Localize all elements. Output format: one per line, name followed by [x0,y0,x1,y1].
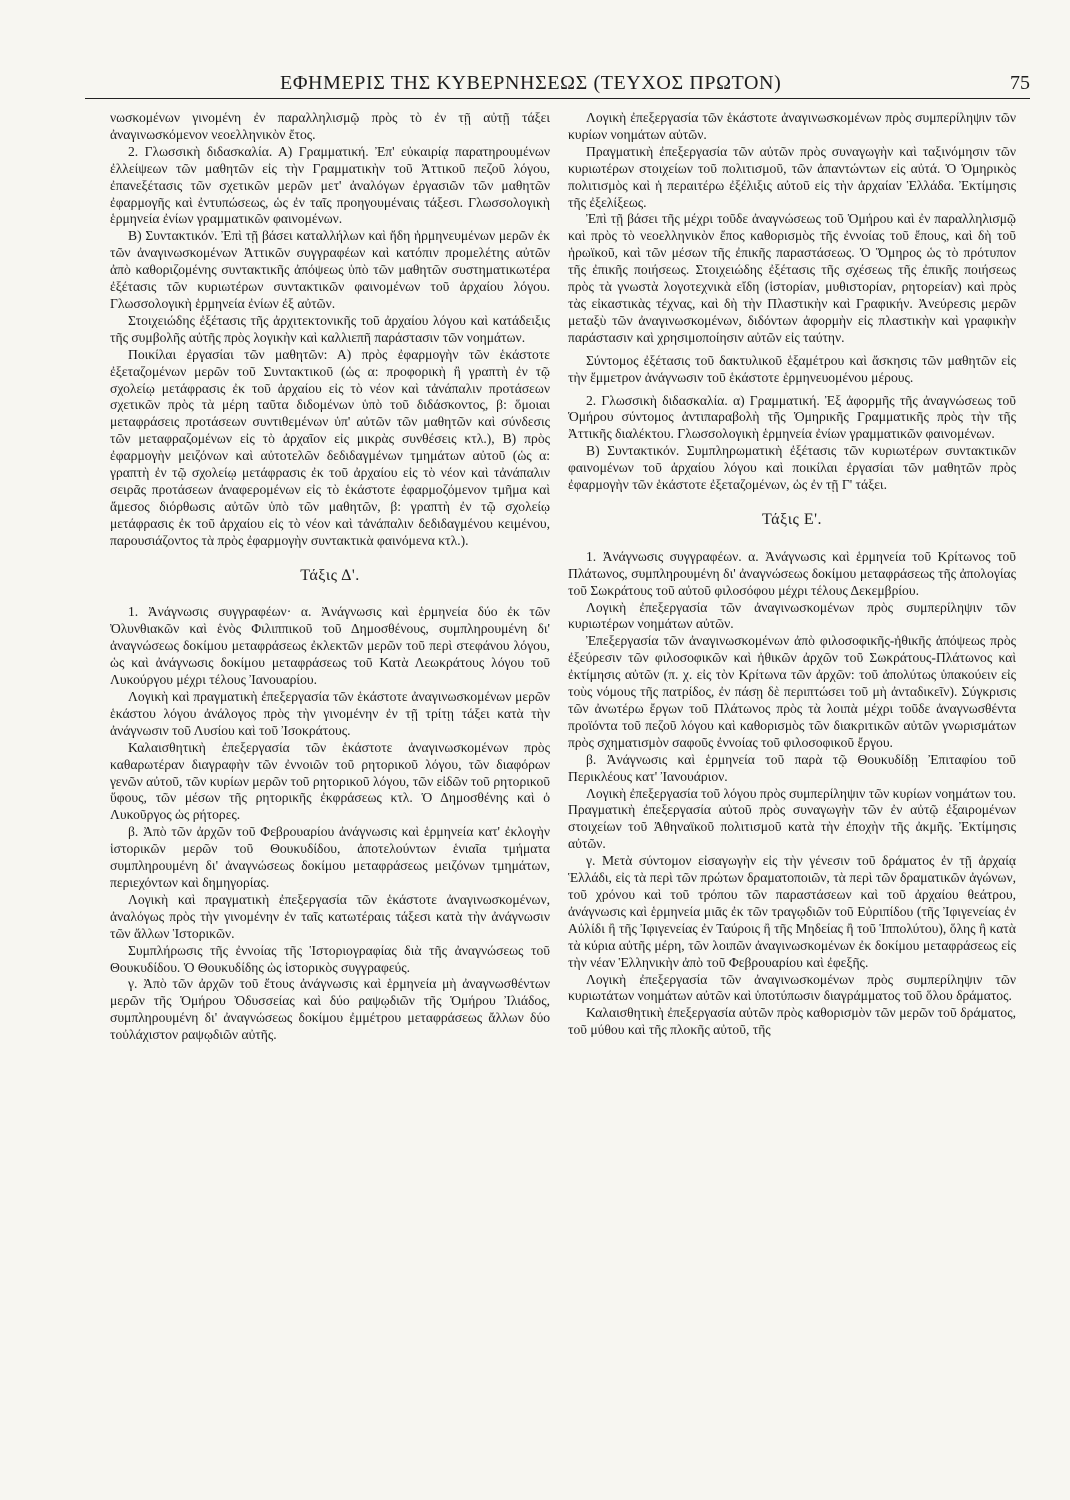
paragraph: Συμπλήρωσις τῆς ἐννοίας τῆς Ἱστοριογραφίας διὰ τῆς ἀναγνώσεως τοῦ Θουκυδίδου. Ὁ Θουκυδίδης ὡς ἱστορικὸς συγγραφεύς. [110,942,550,975]
paragraph: Στοιχειώδης ἐξέτασις τῆς ἀρχιτεκτονικῆς τοῦ ἀρχαίου λόγου καὶ κατάδειξις τῆς συμβολῆς αὐτῆς πρὸς λογικὴν καὶ καλλιεπῆ παράστασιν τῶν νοημάτων. [110,312,550,345]
page-number: 75 [1010,72,1030,94]
paragraph: Ποικίλαι ἐργασίαι τῶν μαθητῶν: Α) πρὸς ἐφαρμογὴν τῶν ἑκάστοτε ἐξεταζομένων μερῶν τοῦ Συντακτικοῦ (ὡς α: προφορικὴ ἢ γραπτὴ ἐν τῷ σχολείῳ μετάφρασις ἐκ τοῦ ἀρχαίου εἰς τὸ νέον καὶ τἀνάπαλιν προτάσεων σχετικῶν πρὸς τὰ μέρη ταῦτα διδομένων ὑπὸ τοῦ διδάσκοντος, β: ὅμοιαι μεταφράσεις προτάσεων συντιθεμένων ὑπ' αὐτῶν τῶν μαθητῶν καὶ σύνδεσις τῶν μεταφραζομένων εἰς τὸ ἀρχαῖον εἰς μικρὰς συνθέσεις κτλ.), Β) πρὸς ἐφαρμογὴν μειζόνων καὶ αὐτοτελῶν δεδιδαγμένων τμημάτων αὐτοῦ (ὡς α: γραπτὴ ἐν τῷ σχολείῳ μετάφρασις ἐκ τοῦ ἀρχαίου εἰς τὸ νέον καὶ τἀνάπαλιν σειρᾶς προτάσεων ἀναφερομένων εἰς τὸ ἑκάστοτε ἐφαρμοζόμενον τμῆμα καὶ ἄμεσος διόρθωσις αὐτῶν ὑπὸ τῶν μαθητῶν, β: γραπτὴ ἐν τῷ σχολείῳ μετάφρασις ἐκ τοῦ ἀρχαίου εἰς τὸ νέον καὶ τἀνάπαλιν δεδιδαγμένου κειμένου, παρουσιάζοντος τὰ πρὸς ἐφαρμογὴν συντακτικὰ φαινόμενα κτλ.). [110,346,550,548]
paragraph: νωσκομένων γινομένη ἐν παραλληλισμῷ πρὸς τὸ ἐν τῇ αὐτῇ τάξει ἀναγινωσκόμενον νεοελληνικὸν ἔτος. [110,110,550,142]
paragraph: Καλαισθητικὴ ἐπεξεργασία αὐτῶν πρὸς καθορισμὸν τῶν μερῶν τοῦ δράματος, τοῦ μύθου καὶ τῆς πλοκῆς αὐτοῦ, τῆς [568,1005,1016,1038]
paragraph: 2. Γλωσσικὴ διδασκαλία. Α) Γραμματική. Ἐπ' εὐκαιρίᾳ παρατηρουμένων ἐλλείψεων τῶν μαθητῶν εἰς τὴν Γραμματικὴν τοῦ Ἀττικοῦ πεζοῦ λόγου, ἐπανεξέτασις τῶν σχετικῶν μερῶν μετ' ἀναλόγων ἐργασιῶν τῶν μαθητῶν ἐφαρμογῆς καὶ ἐντυπώσεως, ὡς ἐν ταῖς προηγουμέναις τάξεσι. Γλωσσολογικὴ ἑρμηνεία ἐνίων γραμματικῶν φαινομένων. [110,143,550,227]
left-column [110,110,550,1044]
paragraph: Ἐπὶ τῇ βάσει τῆς μέχρι τοῦδε ἀναγνώσεως τοῦ Ὁμήρου καὶ ἐν παραλληλισμῷ καὶ πρὸς τὸ νεοελληνικὸν ἔπος καθορισμὸς τῆς ἐννοίας τοῦ ἔπους, καὶ δὴ τοῦ ἡρωϊκοῦ, καὶ τῶν μέσων τῆς ἐπικῆς παραστάσεως. Ὁ Ὅμηρος ὡς τὸ πρότυπον τῆς ἐπικῆς ποιήσεως. Στοιχειώδης ἐξέτασις τῆς σχέσεως τῆς ἐπικῆς ποιήσεως πρὸς τὰ γνωστὰ λογοτεχνικὰ εἴδη (ἱστορίαν, μυθιστορίαν, ρητορείαν) καὶ πρὸς τὰς εἰκαστικὰς τέχνας, καὶ δὴ τὴν Πλαστικὴν καὶ Γραφικήν. Ἀνεύρεσις μερῶν μεταξὺ τῶν ἀναγινωσκομένων, διδόντων ἀφορμὴν εἰς πλαστικὴν καὶ γραφικὴν παράστασιν καὶ χρησιμοποίησιν αὐτῶν εἰς ταύτην. [568,211,1016,345]
section-heading-class-d: Τάξις Δ'. [300,566,360,584]
paragraph: Πραγματικὴ ἐπεξεργασία τῶν αὐτῶν πρὸς συναγωγὴν καὶ ταξινόμησιν τῶν κυριωτέρων στοιχείων τοῦ πολιτισμοῦ, τῶν ἀπαντώντων εἰς αὐτά. Ὁ Ὁμηρικὸς πολιτισμὸς καὶ ἡ περαιτέρω ἐξέλιξις αὐτοῦ εἰς τὴν ἀρχαίαν Ἑλλάδα. Ἐκτίμησις τῆς ἐξελίξεως. [568,143,1016,210]
right-column [568,110,1016,1039]
paragraph: 1. Ἀνάγνωσις συγγραφέων. α. Ἀνάγνωσις καὶ ἑρμηνεία τοῦ Κρίτωνος τοῦ Πλάτωνος, συμπληρουμένη δι' ἀναγνώσεως δοκίμου μεταφράσεως τῆς ἀπολογίας τοῦ Σωκράτους τοῦ αὐτοῦ φιλοσόφου μέχρι τέλους Δεκεμβρίου. [568,548,1016,598]
paragraph: Λογικὴ ἐπεξεργασία τῶν ἀναγινωσκομένων πρὸς συμπερίληψιν τῶν κυριωτάτων νοημάτων αὐτῶν καὶ ὑποτύπωσιν διαγράμματος τοῦ ὅλου δράματος. [568,971,1016,1004]
paragraph: Λογικὴ ἐπεξεργασία τοῦ λόγου πρὸς συμπερίληψιν τῶν κυρίων νοημάτων του. Πραγματικὴ ἐπεξεργασία αὐτοῦ πρὸς συναγωγὴν τῶν ἐν αὐτῷ ἐξαιρομένων στοιχείων τοῦ Ἀθηναϊκοῦ πολιτισμοῦ κατὰ τὴν ἐποχὴν τῆς ἀκμῆς. Ἐκτίμησις αὐτῶν. [568,785,1017,852]
paragraph: Β) Συντακτικόν. Συμπληρωματικὴ ἐξέτασις τῶν κυριωτέρων συντακτικῶν φαινομένων τοῦ ἀρχαίου λόγου καὶ ποικίλαι ἐργασίαι τῶν μαθητῶν πρὸς ἐφαρμογὴν τῶν ἑκάστοτε ἐξεταζομένων, ὡς ἐν τῇ Γ' τάξει. [568,443,1016,493]
paragraph: Σύντομος ἐξέτασις τοῦ δακτυλικοῦ ἑξαμέτρου καὶ ἄσκησις τῶν μαθητῶν εἰς τὴν ἔμμετρον ἀνάγνωσιν τοῦ ἑκάστοτε ἑρμηνευομένου μέρους. [568,352,1016,385]
gazette-title: ΕΦΗΜΕΡΙΣ ΤΗΣ ΚΥΒΕΡΝΗΣΕΩΣ (ΤΕΥΧΟΣ ΠΡΩΤΟΝ) [280,72,782,94]
paragraph: Λογικὴ καὶ πραγματικὴ ἐπεξεργασία τῶν ἑκάστοτε ἀναγινωσκομένων, ἀναλόγως πρὸς τὴν γινομένην ἐν ταῖς κατωτέραις τάξεσι κατὰ τὴν ἀνάγνωσιν τῶν ἄλλων Ἱστορικῶν. [110,891,550,941]
paragraph: β. Ἀνάγνωσις καὶ ἑρμηνεία τοῦ παρὰ τῷ Θουκυδίδῃ Ἐπιταφίου τοῦ Περικλέους κατ' Ἰανουάριον. [568,751,1016,784]
section-heading-class-e: Τάξις Ε'. [762,510,822,528]
paragraph: Β) Συντακτικόν. Ἐπὶ τῇ βάσει καταλλήλων καὶ ἤδη ἡρμηνευμένων μερῶν ἐκ τῶν ἀναγινωσκομένων Ἀττικῶν συγγραφέων καὶ κατόπιν προμελέτης αὐτῶν ἀπὸ καθοριζομένης συντακτικῆς ἀπόψεως ὑπὸ τῶν μαθητῶν συστηματικωτέρα ἐξέτασις τῶν κυριωτέρων συντακτικῶν φαινομένων τοῦ ἀρχαίου λόγου. Γλωσσολογικὴ ἑρμηνεία ἐνίων ἐξ αὐτῶν. [110,228,550,311]
paragraph: Λογικὴ ἐπεξεργασία τῶν ἑκάστοτε ἀναγινωσκομένων πρὸς συμπερίληψιν τῶν κυρίων νοημάτων αὐτῶν. [568,110,1016,142]
paragraph: 2. Γλωσσικὴ διδασκαλία. α) Γραμματική. Ἐξ ἀφορμῆς τῆς ἀναγνώσεως τοῦ Ὁμήρου σύντομος ἀντιπαραβολὴ τῆς Ὁμηρικῆς Γραμματικῆς πρὸς τὴν τῆς Ἀττικῆς διαλέκτου. Γλωσσολογικὴ ἑρμηνεία ἐνίων γραμματικῶν φαινομένων. [568,392,1016,442]
paragraph: 1. Ἀνάγνωσις συγγραφέων· α. Ἀνάγνωσις καὶ ἑρμηνεία δύο ἐκ τῶν Ὀλυνθιακῶν καὶ ἑνὸς Φιλιππικοῦ τοῦ Δημοσθένους, συμπληρουμένη δι' ἀναγνώσεως δοκίμου μεταφράσεως ἐκλεκτῶν μερῶν τοῦ περὶ στεφάνου λόγου, ὡς καὶ ἀνάγνωσις δοκίμου μεταφράσεως τοῦ Κατὰ Λεωκράτους λόγου τοῦ Λυκούργου μέχρι τέλους Ἰανουαρίου. [110,604,550,688]
paragraph: Λογικὴ ἐπεξεργασία τῶν ἀναγινωσκομένων πρὸς συμπερίληψιν τῶν κυριωτέρων νοημάτων αὐτῶν. [568,599,1016,632]
paragraph: Καλαισθητικὴ ἐπεξεργασία τῶν ἑκάστοτε ἀναγινωσκομένων πρὸς καθαρωτέραν διαγραφὴν τῶν ἐννοιῶν τοῦ ρητορικοῦ λόγου, τῶν διαφόρων γενῶν αὐτοῦ, τῶν κυρίων μερῶν τοῦ ρητορικοῦ λόγου, τῶν εἰδῶν τοῦ ρητορικοῦ ὕφους, τῶν μέσων τῆς ρητορικῆς ἐκφράσεως κτλ. Ὁ Δημοσθένης καὶ ὁ Λυκοῦργος ὡς ρήτορες. [110,739,550,823]
paragraph: Λογικὴ καὶ πραγματικὴ ἐπεξεργασία τῶν ἑκάστοτε ἀναγινωσκομένων μερῶν ἑκάστου λόγου ἀνάλογος πρὸς τὴν γινομένην ἐν τῇ τρίτῃ τάξει κατὰ τὴν ἀνάγνωσιν τοῦ Λυσίου καὶ τοῦ Ἰσοκράτους. [110,689,550,738]
paragraph: Ἐπεξεργασία τῶν ἀναγινωσκομένων ἀπὸ φιλοσοφικῆς-ἠθικῆς ἀπόψεως πρὸς ἐξεύρεσιν τῶν φιλοσοφικῶν καὶ ἠθικῶν ἀρχῶν τοῦ Σωκράτους-Πλάτωνος καὶ ἐκτίμησις αὐτῶν (π. χ. εἰς τὸν Κρίτωνα τῶν ἀρχῶν: τοῦ ἀπολύτως ὑπακούειν εἰς τοὺς νόμους τῆς πατρίδος, ἐν πάσῃ δὲ περιπτώσει τοῦ μὴ ἀνταδικεῖν). Σύγκρισις τῶν ἀνωτέρω ἔργων τοῦ Πλάτωνος πρὸς τὰ λοιπὰ μέχρι τοῦδε ἀναγνωσθέντα προϊόντα τοῦ πεζοῦ λόγου καὶ καθορισμὸς τῶν διακριτικῶν αὐτῶν γνωρισμάτων πρὸς σχηματισμὸν σαφοῦς ἐννοίας τοῦ φιλοσοφικοῦ ἔργου. [568,633,1016,750]
paragraph: β. Ἀπὸ τῶν ἀρχῶν τοῦ Φεβρουαρίου ἀνάγνωσις καὶ ἑρμηνεία κατ' ἐκλογὴν ἱστορικῶν μερῶν τοῦ Θουκυδίδου, ἀποτελούντων ἑνιαῖα τμήματα συμπληρουμένη δι' ἀναγνώσεως δοκίμου μεταφράσεως μειζόνων τμημάτων, περιεχόντων καὶ δημηγορίας. [110,824,550,890]
page-header [85,72,1030,99]
paragraph: γ. Ἀπὸ τῶν ἀρχῶν τοῦ ἔτους ἀνάγνωσις καὶ ἑρμηνεία μὴ ἀναγνωσθέντων μερῶν τῆς Ὁμήρου Ὀδυσσείας καὶ δύο ραψῳδιῶν τῆς Ὁμήρου Ἰλιάδος, συμπληρουμένη δι' ἀναγνώσεως δοκίμου ἐμμέτρου μεταφράσεως ἄλλων δύο τοὐλάχιστον ραψῳδιῶν αὐτῆς. [110,976,550,1043]
paragraph: γ. Μετὰ σύντομον εἰσαγωγὴν εἰς τὴν γένεσιν τοῦ δράματος ἐν τῇ ἀρχαίᾳ Ἑλλάδι, εἰς τὰ περὶ τῶν πρώτων δραματοποιῶν, τὰ περὶ τῶν δραματικῶν ἀγώνων, τοῦ χρόνου καὶ τοῦ τρόπου τῶν παραστάσεων καὶ τοῦ ἀρχαίου θεάτρου, ἀνάγνωσις καὶ ἑρμηνεία μιᾶς ἐκ τῶν τραγῳδιῶν τοῦ Εὐριπίδου (τῆς Ἰφιγενείας ἐν Αὐλίδι ἢ τῆς Ἰφιγενείας ἐν Ταύροις ἢ τῆς Μηδείας ἢ τοῦ Ἱππολύτου), ὅλης ἢ κατὰ τὰ κύρια αὐτῆς μέρη, τῶν λοιπῶν ἀναγινωσκομένων ἐκ δοκίμου μεταφράσεως εἰς τὴν νέαν Ἑλληνικὴν ἀπὸ τοῦ Φεβρουαρίου καὶ ἐφεξῆς. [568,853,1016,970]
